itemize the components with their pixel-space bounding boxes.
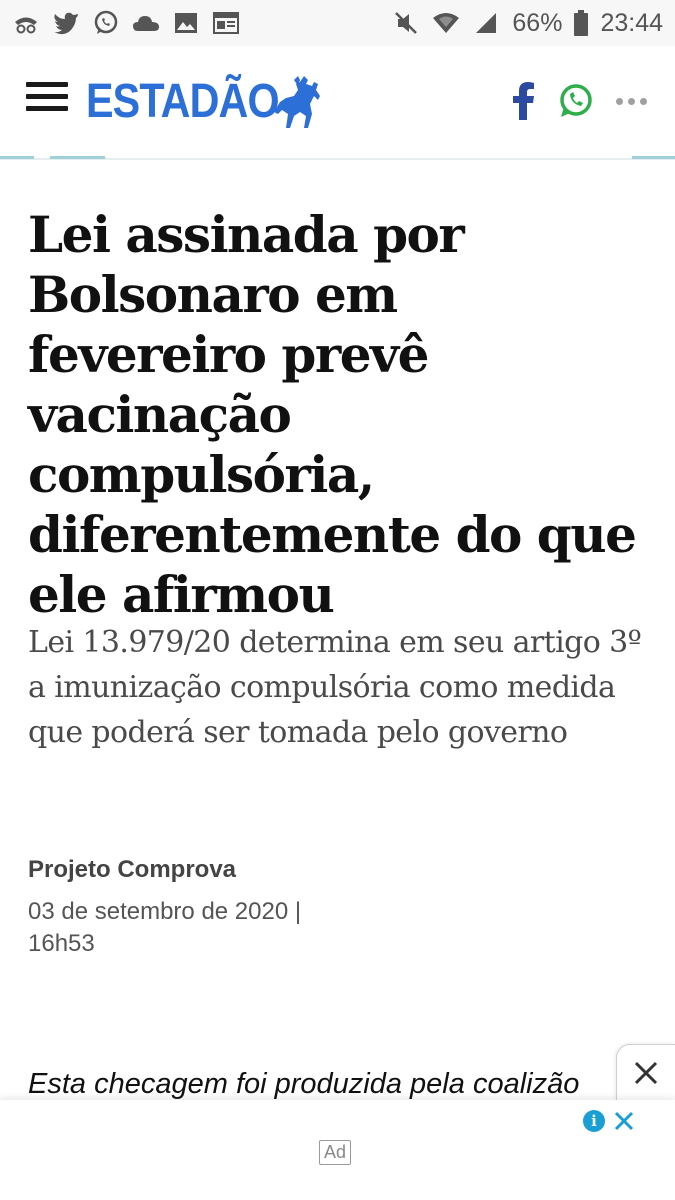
ad-badge: Ad — [319, 1140, 351, 1165]
header-accent-line — [0, 156, 34, 159]
ad-info-icon[interactable]: i — [583, 1110, 605, 1132]
article-date: 03 de setembro de 2020 | 16h53 — [28, 898, 302, 957]
cloud-icon — [132, 9, 160, 37]
logo-text: ESTADÃO — [86, 75, 279, 128]
site-header — [0, 46, 675, 160]
news-icon — [212, 9, 240, 37]
close-ad-button[interactable] — [616, 1044, 675, 1101]
article-author[interactable]: Projeto Comprova — [28, 856, 237, 883]
facebook-icon[interactable] — [510, 82, 536, 120]
signal-icon — [472, 9, 500, 37]
article-subtitle: Lei 13.979/20 determina em seu artigo 3º a imunização compulsória como medida que poderá ser tomada pelo governo — [28, 625, 642, 750]
horseman-icon — [272, 74, 324, 130]
estadao-logo[interactable] — [86, 74, 324, 130]
article-headline: Lei assinada por Bolsonaro em fevereiro prevê vacinação compulsória, diferentemente do que ele afirmou — [28, 205, 636, 624]
more-options-icon[interactable] — [616, 98, 647, 105]
incognito-icon — [12, 9, 40, 37]
wifi-icon — [432, 9, 460, 37]
battery-icon — [574, 9, 588, 37]
mute-icon — [392, 9, 420, 37]
ad-banner[interactable] — [0, 1100, 675, 1200]
article-body-start: Esta checagem foi produzida pela coalizão — [28, 1068, 580, 1100]
header-accent-line — [50, 156, 105, 159]
whatsapp-share-icon[interactable] — [558, 83, 594, 119]
battery-percent: 66% — [512, 8, 563, 37]
whatsapp-icon — [92, 9, 120, 37]
image-icon — [172, 9, 200, 37]
header-accent-line — [632, 156, 675, 159]
close-icon — [633, 1060, 659, 1086]
ad-close-icon[interactable] — [613, 1110, 635, 1132]
status-bar — [0, 0, 675, 46]
hamburger-menu-icon[interactable] — [26, 82, 68, 116]
clock: 23:44 — [600, 8, 663, 37]
twitter-icon — [52, 9, 80, 37]
